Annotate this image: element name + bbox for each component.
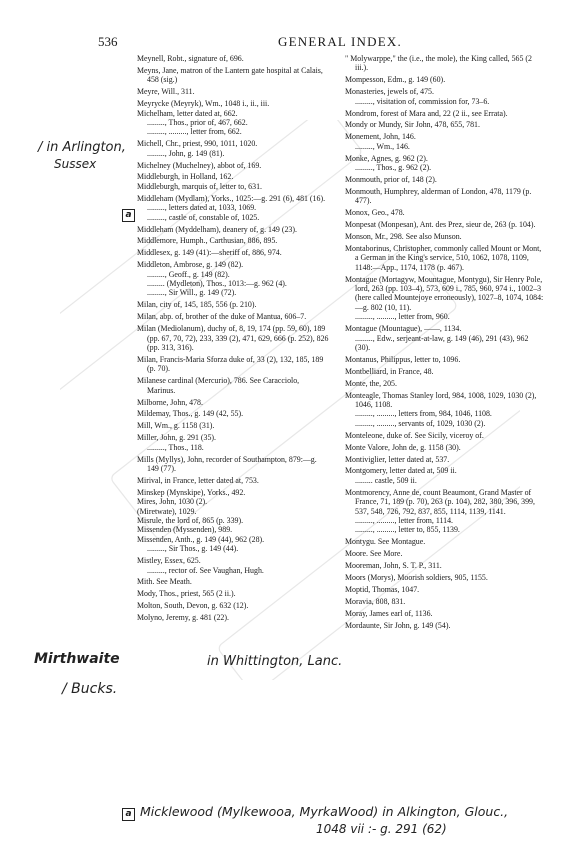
index-entry: ........., Thos., g. 962 (2). bbox=[355, 163, 432, 173]
index-entry: Molyno, Jeremy, g. 481 (22). bbox=[137, 613, 229, 623]
index-entry: ........., ........., letter to, 855, 1139. bbox=[355, 525, 460, 535]
index-entry: Montgomery, letter dated at, 509 ii. bbox=[345, 466, 457, 476]
annotation-bucks: / Bucks. bbox=[62, 681, 118, 697]
index-entry: Monmouth, Humphrey, alderman of London, 478, 1179 (p. 477). bbox=[345, 186, 532, 206]
index-entry: Moravia, 808, 831. bbox=[345, 596, 406, 606]
index-entry: ........., Thos., 118. bbox=[147, 442, 204, 452]
index-entry: Mires, John, 1030 (2). bbox=[137, 497, 208, 507]
index-entry: Monmouth, prior of, 148 (2). bbox=[345, 174, 437, 184]
index-entry: Montbelliard, in France, 48. bbox=[345, 366, 434, 376]
index-entry: Misrule, the lord of, 865 (p. 339). bbox=[137, 515, 244, 525]
index-entry: Mirival, in France, letter dated at, 753. bbox=[137, 475, 259, 485]
index-entry: Moptid, Thomas, 1047. bbox=[345, 584, 420, 594]
index-entry: Middleburgh, in Holland, 162. bbox=[137, 172, 234, 182]
index-entry: Middleburgh, marquis of, letter to, 631. bbox=[137, 181, 262, 191]
index-entry: Monson, Mr., 298. See also Munson. bbox=[345, 232, 462, 241]
index-entry: Meyns, Jane, matron of the Lantern gate hospital at Calais, 458 (sig.) bbox=[137, 65, 323, 85]
annotation-sussex: Sussex bbox=[54, 157, 97, 171]
index-entry: Monke, Agnes, g. 962 (2). bbox=[345, 153, 428, 163]
index-entry: Montanus, Philippus, letter to, 1096. bbox=[345, 354, 461, 364]
index-entry: Missenden, Anth., g. 149 (44), 962 (28). bbox=[137, 534, 265, 544]
index-entry: Middlesex, g. 149 (41):—sheriff of, 886, 974. bbox=[137, 248, 282, 258]
index-entry: Milan, abp. of, brother of the duke of Mantua, 606–7. bbox=[137, 312, 307, 322]
index-entry: Michelham, letter dated at, 662. bbox=[137, 108, 238, 118]
annotation-mirthwaite: Mirthwaite bbox=[34, 651, 120, 667]
index-entry: ........., castle of, constable of, 1025. bbox=[147, 212, 260, 222]
index-entry: Michell, Chr., priest, 990, 1011, 1020. bbox=[137, 139, 258, 149]
page-number: 536 bbox=[98, 34, 118, 49]
index-entry: Mondrom, forest of Mara and, 22 (2 ii., see Errata). bbox=[345, 108, 508, 118]
index-entry: Mooreman, John, S. T. P., 311. bbox=[345, 561, 442, 571]
index-entry: Mith. See Meath. bbox=[137, 577, 192, 587]
index-entry: Mordaunte, Sir John, g. 149 (54). bbox=[345, 620, 451, 630]
index-entry: Mills (Myllys), John, recorder of Southampton, 879:—g. 149 (77). bbox=[137, 454, 317, 473]
index-entry: ........., Edw., serjeant-at-law, g. 149 (46), 291 (43), 962 (30). bbox=[355, 333, 529, 352]
index-entry: Mompesson, Edm., g. 149 (60). bbox=[345, 75, 446, 85]
index-entry: Miller, John, g. 291 (35). bbox=[137, 433, 217, 443]
index-entry: ........., Geoff., g. 149 (82). bbox=[147, 269, 230, 279]
index-entry: Meyrycke (Meyryk), Wm., 1048 i., ii., iii. bbox=[137, 99, 270, 109]
index-entry: Milborne, John, 478. bbox=[137, 397, 203, 407]
index-entry: Moore. See More. bbox=[345, 549, 403, 559]
index-entry: ........., ........., servants of, 1029, 1030 (2). bbox=[355, 418, 486, 428]
index-entry: Milanese cardinal (Mercurio), 786. See Caracciolo, Marinus. bbox=[137, 376, 300, 395]
index-entry: Montaborinus, Christopher, commonly called Mount or Mont, a German in the King's service, 510, 1062, 1078, 1109, 1148:—App., 1174, 1178 (p. 467). bbox=[345, 243, 542, 272]
index-entry: Moors (Morys), Moorish soldiers, 905, 1155. bbox=[345, 573, 488, 582]
index-entry: Milan, city of, 145, 185, 556 (p. 210). bbox=[137, 300, 257, 310]
index-entry: Missenden (Myssenden), 989. bbox=[137, 525, 233, 535]
index-entry: ........., John, g. 149 (81). bbox=[147, 148, 225, 158]
index-entry: ........., Thos., prior of, 467, 662. bbox=[147, 117, 248, 127]
index-entry: Minskep (Mynskipe), Yorks., 492. bbox=[137, 487, 246, 497]
index-entry: Mildemay, Thos., g. 149 (42, 55). bbox=[137, 409, 244, 419]
index-entry: Moray, James earl of, 1136. bbox=[345, 608, 433, 618]
index-entry: Middleham (Myddelham), deanery of, g. 149 (23). bbox=[137, 224, 297, 234]
index-entry: Montmorency, Anne de, count Beaumont, Grand Master of France, 71, 189 (p. 70), 263 (p. 104), 282, 380, 396, 399, 537, 548, 726, 792, 837, 855, 1114, 1139, 1141. bbox=[345, 487, 535, 516]
index-entry: ......... castle, 509 ii. bbox=[355, 475, 417, 485]
footnote-line-1: Micklewood (Mylkewooa, MyrkaWood) in Alkington, Glouc., bbox=[140, 804, 509, 819]
index-entry: ........., ........., letter from, 1114. bbox=[355, 515, 454, 525]
index-entry: Monox, Geo., 478. bbox=[345, 208, 405, 218]
index-entry: Meyre, Will., 311. bbox=[137, 87, 195, 97]
index-entry: ......... (Mydleton), Thos., 1013:—g. 962 (4). bbox=[147, 279, 287, 289]
index-entry: ........., ........., letters from, 984, 1046, 1108. bbox=[355, 409, 492, 419]
index-entry: ........., ........., letter from, 960. bbox=[355, 312, 450, 322]
index-entry: ........., Sir Will., g. 149 (72). bbox=[147, 288, 237, 298]
index-entry: Middleton, Ambrose, g. 149 (82). bbox=[137, 260, 244, 270]
index-entry: Montague (Mortagyw, Mountague, Montygu), Sir Henry Pole, lord, 263 (pp. 103–4), 573, 609 i., 785, 960, 974 i., 1002–3 (here called Mountejoye erroneously), 1027–8, 1074, 1084:—g. 802 (10, 11). bbox=[345, 274, 544, 312]
annotation-arlington: / in Arlington, bbox=[38, 140, 126, 155]
index-entry: (Miretwate), 1029. bbox=[137, 506, 197, 516]
index-entry: Monte Valore, John de, g. 1158 (30). bbox=[345, 442, 461, 452]
index-entry: Monteagle, Thomas Stanley lord, 984, 1008, 1029, 1030 (2), 1046, 1108. bbox=[345, 390, 537, 409]
index-entry: Mill, Wm., g. 1158 (31). bbox=[137, 421, 215, 431]
running-head: GENERAL INDEX. bbox=[278, 34, 402, 49]
index-entry: ........., rector of. See Vaughan, Hugh. bbox=[147, 565, 264, 575]
index-entry: Meynell, Robt., signature of, 696. bbox=[137, 54, 244, 63]
annotation-whittington: in Whittington, Lanc. bbox=[207, 654, 343, 669]
index-entry: ........., Wm., 146. bbox=[355, 141, 410, 151]
index-entry: Montiviglier, letter dated at, 537. bbox=[345, 454, 450, 464]
index-entry: Mondy or Mundy, Sir John, 478, 655, 781. bbox=[345, 120, 480, 130]
footnote-marker-a: a bbox=[122, 808, 135, 821]
right-column bbox=[345, 54, 545, 630]
index-entry: Mody, Thos., priest, 565 (2 ii.). bbox=[137, 589, 236, 599]
index-entry: Milan (Mediolanum), duchy of, 8, 19, 174 (pp. 59, 60), 189 (pp. 67, 70, 72), 233, 339 (2), 471, 629, 666 (p. 252), 826 (pp. 313, 316). bbox=[137, 324, 329, 352]
index-entry: Monement, John, 146. bbox=[345, 132, 416, 142]
index-entry: Mistley, Essex, 625. bbox=[137, 556, 201, 566]
left-column bbox=[137, 54, 329, 623]
index-entry: ........., visitation of, commission for, 73–6. bbox=[355, 96, 490, 106]
index-entry: Middlemore, Humph., Carthusian, 886, 895. bbox=[137, 236, 278, 246]
index-entry: Montygu. See Montague. bbox=[345, 537, 426, 547]
index-entry: Monpesat (Monpesan), Ant. des Prez, sieur de, 263 (p. 104). bbox=[345, 220, 536, 230]
index-entry: Molton, South, Devon, g. 632 (12). bbox=[137, 601, 249, 611]
index-entry: ........., ........., letter from, 662. bbox=[147, 127, 242, 137]
index-entry: Monteleone, duke of. See Sicily, viceroy of. bbox=[345, 430, 484, 440]
index-entry: Monasteries, jewels of, 475. bbox=[345, 87, 434, 97]
index-entry: ........., letters dated at, 1033, 1069. bbox=[147, 203, 257, 213]
index-entry: " Molywarppe," the (i.e., the mole), the King called, 565 (2 iii.). bbox=[345, 54, 532, 73]
footnote-line-2: 1048 vii :- g. 291 (62) bbox=[316, 822, 447, 836]
index-entry: Monte, the, 205. bbox=[345, 378, 397, 388]
index-entry: Middleham (Mydlam), Yorks., 1025:—g. 291 (6), 481 (16). bbox=[137, 193, 326, 203]
index-entry: Montague (Mountague), ——, 1134. bbox=[345, 324, 462, 334]
marker-a: a bbox=[122, 209, 135, 222]
index-entry: Michelney (Muchelney), abbot of, 169. bbox=[137, 160, 262, 170]
index-entry: ........., Sir Thos., g. 149 (44). bbox=[147, 544, 239, 554]
index-entry: Milan, Francis-Maria Sforza duke of, 33 (2), 132, 185, 189 (p. 70). bbox=[137, 354, 324, 374]
